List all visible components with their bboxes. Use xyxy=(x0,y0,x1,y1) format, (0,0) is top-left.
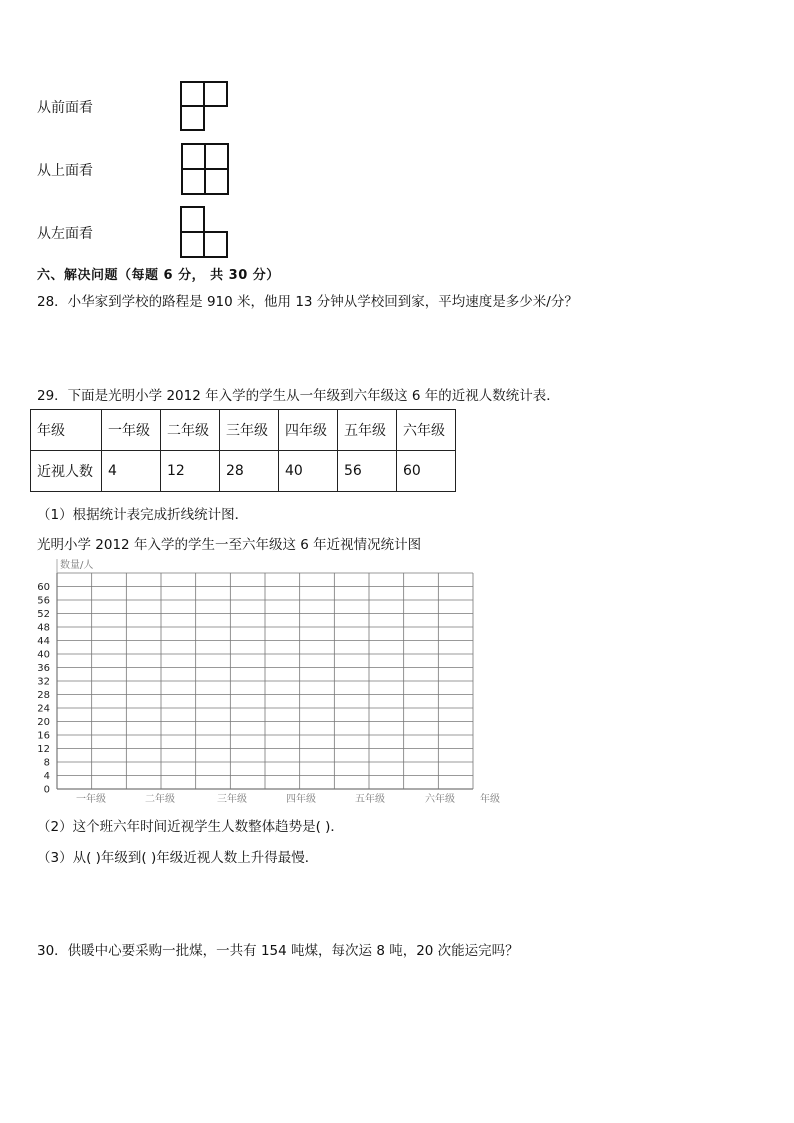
x-tick-label: 四年级 xyxy=(286,794,316,805)
table-grade-cell: 一年级 xyxy=(102,410,161,451)
question-29-sub1: （1）根据统计表完成折线统计图． xyxy=(37,507,249,523)
y-tick-label: 36 xyxy=(37,663,50,674)
y-tick-label: 8 xyxy=(43,757,50,769)
question-30: 30．供暖中心要采购一批煤，一共有 154 吨煤，每次运 8 吨，20 次能运完吗？ xyxy=(37,943,519,959)
x-tick-label: 一年级 xyxy=(76,794,106,805)
y-tick-label: 20 xyxy=(37,717,50,728)
table-count-cell: 28 xyxy=(220,451,279,492)
question-29-sub3: （3）从( )年级到( )年级近视人数上升得最慢． xyxy=(37,850,319,866)
question-29-intro: 29．下面是光明小学 2012 年入学的学生从一年级到六年级这 6 年的近视人数统计表． xyxy=(37,388,560,404)
table-count-cell: 40 xyxy=(279,451,338,492)
front-view-shape xyxy=(180,81,230,133)
table-header-cell: 近视人数 xyxy=(31,451,102,492)
section-title: 六、解决问题（每题 6 分， 共 30 分） xyxy=(37,268,280,283)
y-axis-title: 数量/人 xyxy=(60,560,94,571)
table-grade-cell: 四年级 xyxy=(279,410,338,451)
view-left-label: 从左面看 xyxy=(37,226,93,242)
table-count-cell: 60 xyxy=(397,451,456,492)
y-tick-label: 32 xyxy=(37,676,50,688)
table-header-cell: 年级 xyxy=(31,410,102,451)
chart-title: 光明小学 2012 年入学的学生一至六年级这 6 年近视情况统计图 xyxy=(37,537,422,553)
table-count-cell: 56 xyxy=(338,451,397,492)
question-28: 28．小华家到学校的路程是 910 米，他用 13 分钟从学校回到家，平均速度是多少米/分？ xyxy=(37,294,578,310)
table-row xyxy=(31,410,456,451)
y-tick-label: 48 xyxy=(37,622,50,634)
y-tick-label: 52 xyxy=(37,609,50,620)
table-grade-cell: 六年级 xyxy=(397,410,456,451)
y-tick-label: 56 xyxy=(37,595,50,607)
stats-table xyxy=(30,409,456,492)
view-front-label: 从前面看 xyxy=(37,100,93,116)
table-grade-cell: 五年级 xyxy=(338,410,397,451)
y-tick-label: 28 xyxy=(37,690,50,701)
y-tick-label: 16 xyxy=(37,730,50,742)
y-tick-label: 60 xyxy=(37,582,50,593)
table-count-cell: 12 xyxy=(161,451,220,492)
table-row xyxy=(31,451,456,492)
table-grade-cell: 三年级 xyxy=(220,410,279,451)
x-tick-label: 三年级 xyxy=(217,794,247,805)
x-tick-label: 二年级 xyxy=(145,794,175,805)
x-tick-label: 六年级 xyxy=(425,794,455,805)
y-tick-label: 0 xyxy=(43,784,50,796)
top-view-shape xyxy=(181,143,231,197)
y-tick-label: 24 xyxy=(37,703,50,715)
y-tick-label: 44 xyxy=(37,636,50,647)
y-tick-label: 4 xyxy=(43,771,50,782)
table-count-cell: 4 xyxy=(102,451,161,492)
x-axis-title: 年级 xyxy=(480,794,500,805)
y-tick-label: 12 xyxy=(37,744,50,755)
line-chart xyxy=(0,550,794,810)
view-top-label: 从上面看 xyxy=(37,163,93,179)
question-29-sub2: （2）这个班六年时间近视学生人数整体趋势是( )． xyxy=(37,819,344,835)
table-grade-cell: 二年级 xyxy=(161,410,220,451)
x-tick-label: 五年级 xyxy=(355,794,385,805)
y-tick-label: 40 xyxy=(37,649,50,661)
left-view-shape xyxy=(180,206,230,260)
